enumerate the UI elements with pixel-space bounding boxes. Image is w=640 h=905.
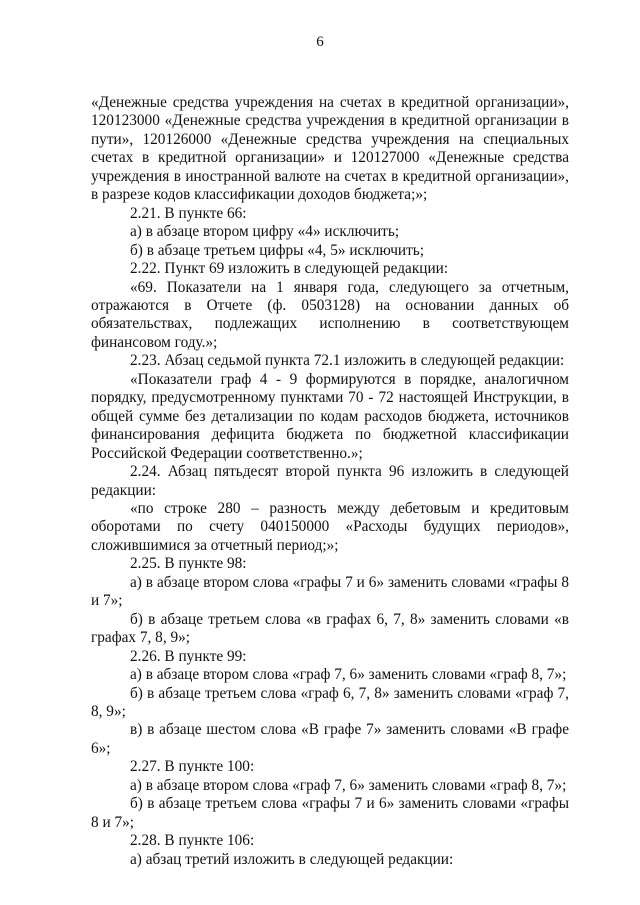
paragraph: б) в абзаце третьем слова «граф 6, 7, 8» заменить словами «граф 7, 8, 9»;	[91, 684, 569, 720]
paragraph: а) абзац третий изложить в следующей редакции:	[130, 850, 454, 868]
paragraph: «Денежные средства учреждения на счетах в кредитной организации», 120123000 «Денежные средства учреждения в кредитной организации в пути», 120126000 «Денежные средства учреждения на специальных счетах в кредитной организации» и 120127000 «Денежные средства учреждения в иностранной валюте на счетах в кредитной организации», в разрезе кодов классификации доходов бюджета;»;	[91, 94, 569, 204]
paragraph: б) в абзаце третьем цифры «4, 5» исключить;	[130, 241, 424, 259]
paragraph: б) в абзаце третьем слова «графы 7 и 6» заменить словами «графы 8 и 7»;	[91, 795, 569, 831]
document-body	[91, 94, 569, 869]
paragraph: в) в абзаце шестом слова «В графе 7» заменить словами «В графе 6»;	[91, 721, 569, 757]
paragraph: 2.24. Абзац пятьдесят второй пункта 96 изложить в следующей редакции:	[91, 463, 569, 499]
paragraph: 2.21. В пункте 66:	[130, 204, 247, 222]
paragraph: а) в абзаце втором слова «граф 7, 6» заменить словами «граф 8, 7»;	[130, 776, 567, 794]
paragraph: а) в абзаце втором слова «графы 7 и 6» заменить словами «графы 8 и 7»;	[91, 573, 569, 610]
paragraph: 2.23. Абзац седьмой пункта 72.1 изложить в следующей редакции:	[130, 352, 565, 370]
paragraph: «69. Показатели на 1 января года, следующего за отчетным, отражаются в Отчете (ф. 0503128) на основании данных об обязательствах, подлежащих исполнению в соответствующем финансовом году.»;	[91, 278, 569, 351]
paragraph: 2.28. В пункте 106:	[130, 832, 255, 850]
page-number: 6	[316, 34, 324, 50]
paragraph: «по строке 280 – разность между дебетовым и кредитовым оборотами по счету 040150000 «Расходы будущих периодов», сложившимися за отчетный период;»;	[91, 499, 569, 554]
paragraph: 2.22. Пункт 69 изложить в следующей редакции:	[130, 260, 449, 278]
paragraph: 2.27. В пункте 100:	[130, 758, 255, 776]
paragraph: 2.26. В пункте 99:	[130, 647, 247, 665]
paragraph: б) в абзаце третьем слова «в графах 6, 7, 8» заменить словами «в графах 7, 8, 9»;	[91, 610, 569, 647]
paragraph: а) в абзаце втором цифру «4» исключить;	[130, 223, 400, 241]
paragraph: 2.25. В пункте 98:	[130, 555, 247, 573]
paragraph: «Показатели граф 4 - 9 формируются в порядке, аналогичном порядку, предусмотренному пунктами 70 - 72 настоящей Инструкции, в общей сумме без детализации по кодам расходов бюджета, источников финансирования дефицита бюджета по бюджетной классификации Российской Федерации соответственно.»;	[91, 370, 569, 462]
paragraph: а) в абзаце втором слова «граф 7, 6» заменить словами «граф 8, 7»;	[130, 666, 567, 684]
